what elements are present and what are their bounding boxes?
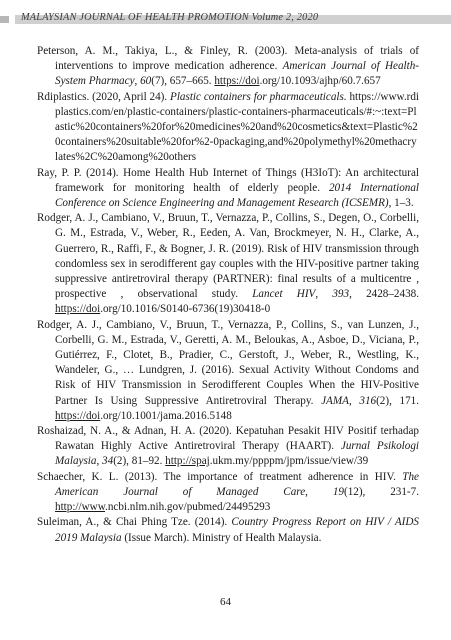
reference-text: .org/10.1001/jama.2016.5148: [100, 409, 232, 422]
reference-entry: [37, 90, 419, 166]
reference-link[interactable]: https://doi: [55, 409, 101, 422]
reference-italic-text: JAMA: [321, 394, 349, 407]
reference-italic-text: 316: [359, 394, 377, 407]
reference-link[interactable]: http://spaj: [165, 455, 210, 468]
reference-text: .ukm.my/ppppm/jpm/issue/view/39: [209, 455, 369, 468]
reference-text: (Issue March). Ministry of Health Malaysia.: [121, 531, 322, 544]
reference-text: Rodger, A. J., Cambiano, V., Bruun, T., Vernazza, P., Collins, S., van Lunzen, J., Corbelli, G. M., Estrada, V., Geretti, A. M., Beloukas, A., Asboe, D., Viciana, P., Gutiérrez, F., Clotet, B., Pradier, C., Gerstoft, J., Weber, R., Westling, K., Wandeler, G., … Lundgren, J. (2016). Sexual Activity Without Condoms and Risk of HIV Transmission in Serodifferent Couples When the HIV-Positive Partner Is Using Suppressive Antiretroviral Therapy.: [37, 318, 419, 407]
reference-text: Roshaizad, N. A., & Adnan, H. A. (2020). Kepatuhan Pesakit HIV Positif terhadap Rawatan Highly Active Antiretroviral Therapy (HAART).: [37, 425, 419, 453]
reference-entry: [37, 166, 419, 212]
running-header: [0, 10, 451, 28]
reference-text: (2), 171.: [376, 394, 419, 407]
reference-italic-text: Plastic containers for pharmaceuticals.: [170, 90, 347, 103]
reference-italic-text: Country Progress Report on HIV / AIDS 2019 Malaysia: [55, 516, 419, 544]
reference-text: .ncbi.nlm.nih.gov/pubmed/24495293: [105, 501, 271, 514]
reference-entry: [37, 515, 419, 545]
reference-text: Peterson, A. M., Takiya, L., & Finley, R. (2003). Meta-analysis of trials of interventions to improve medication adherence.: [37, 45, 419, 73]
journal-title: MALAYSIAN JOURNAL OF HEALTH PROMOTION Volume 2, 2020: [21, 12, 319, 23]
reference-italic-text: 60: [140, 75, 152, 88]
reference-text: Rdiplastics. (2020, April 24).: [37, 90, 171, 103]
reference-link[interactable]: https://doi: [55, 303, 101, 316]
reference-entry: [37, 470, 419, 516]
reference-text: (12), 231-7.: [343, 485, 419, 498]
reference-link[interactable]: https://doi: [214, 75, 260, 88]
reference-entry: [37, 318, 419, 424]
reference-text: .org/10.1093/ajhp/60.7.657: [259, 75, 381, 88]
reference-url-text: https://www.rdiplastics.com/en/plastic-containers/plastic-containers-pharmaceuticals/#:~:text=Plastic%20containers%20for%20medicines%20and%20cosmetics&text=Plastic%20containers%20suitable%20for%2-0packaging,and%20polymethyl%20methacrylates%2C%20among%20others: [55, 90, 420, 164]
reference-italic-text: The American Journal of Managed Care: [55, 470, 419, 498]
reference-text: (7), 657–665.: [151, 75, 215, 88]
reference-entry: [37, 211, 419, 317]
reference-italic-text: Jurnal Psikologi Malaysia: [55, 440, 419, 468]
reference-text: (2), 81–92.: [113, 455, 166, 468]
reference-italic-text: 2014 International Conference on Science Engineering and Management Research (ICSEMR): [55, 181, 419, 210]
reference-text: .org/10.1016/S0140-6736(19)30418-0: [100, 303, 271, 316]
reference-text: ,: [348, 394, 360, 407]
reference-italic-text: 34: [102, 455, 114, 468]
reference-text: Rodger, A. J., Cambiano, V., Bruun, T., Vernazza, P., Collins, S., Degen, O., Corbelli, G. M., Estrada, V., Weber, R., Eeden, A. Van, Brockmeyer, N. H., Clarke, A., Guerrero, R., Raffi, F., & Bogner, J. R. (2019). Risk of HIV transmission through condomless sex in serodifferent gay couples with the HIV-positive partner taking suppressive antiretroviral therapy (PARTNER): final results of a multicentre , prospective , observational study.: [37, 212, 419, 301]
reference-text: , 2428–2438.: [349, 288, 419, 301]
reference-text: , 1–3.: [388, 197, 414, 210]
reference-list: [37, 44, 419, 546]
reference-text: ,: [96, 455, 103, 468]
reference-text: ,: [134, 75, 141, 88]
reference-text: Suleiman, A., & Chai Phing Tze. (2014).: [37, 516, 232, 529]
reference-italic-text: 19: [332, 485, 344, 498]
page-number: 64: [220, 596, 231, 608]
reference-italic-text: 393: [332, 288, 350, 301]
reference-italic-text: American Journal of Health-System Pharmacy: [55, 60, 420, 88]
reference-link[interactable]: http://www: [55, 501, 106, 514]
reference-text: ,: [315, 288, 333, 301]
header-accent-block: [0, 16, 9, 23]
reference-entry: [37, 424, 419, 470]
reference-entry: [37, 44, 419, 90]
reference-text: Ray, P. P. (2014). Home Health Hub Internet of Things (H3IoT): An architectural framework for monitoring health of elderly people.: [37, 166, 419, 194]
reference-text: Schaecher, K. L. (2013). The importance of treatment adherence in HIV.: [37, 470, 403, 483]
reference-italic-text: Lancet HIV: [252, 288, 316, 301]
reference-text: ,: [305, 485, 333, 498]
